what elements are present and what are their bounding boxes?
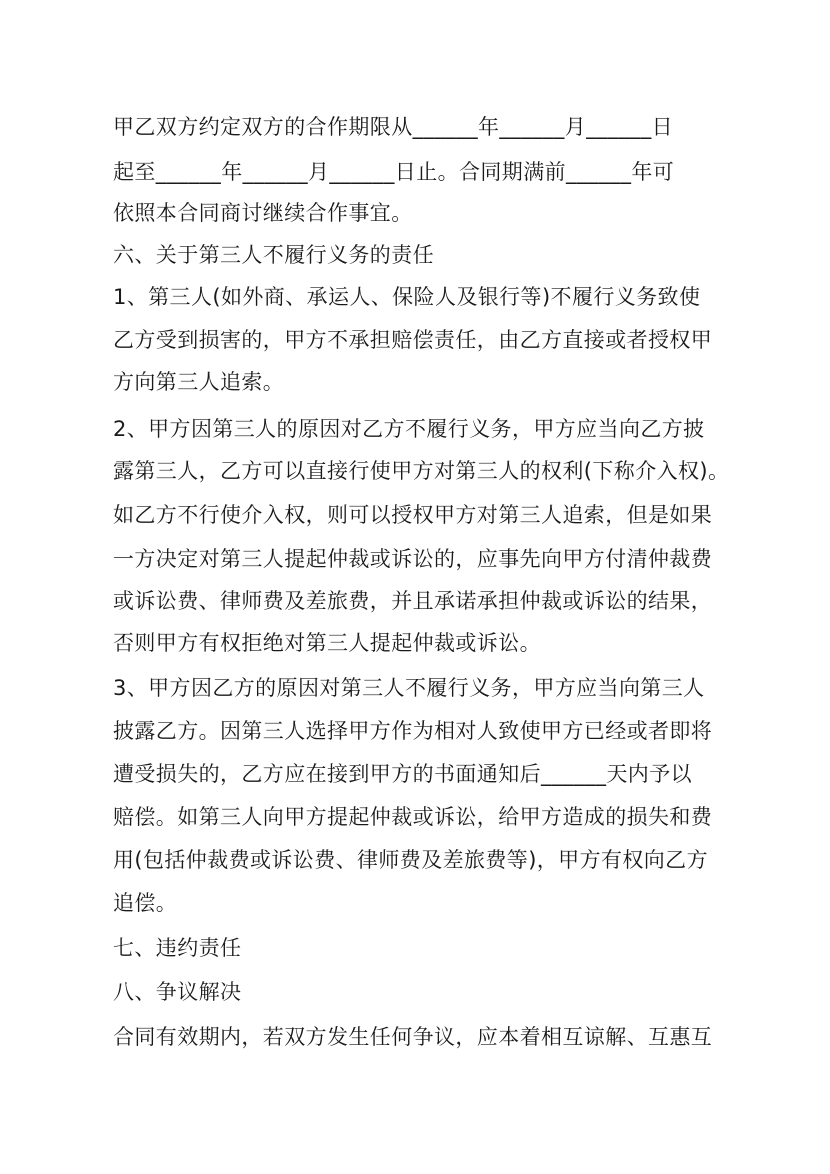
- text-line: 乙方受到损害的，甲方不承担赔偿责任，由乙方直接或者授权甲: [113, 328, 713, 352]
- text-line: 起至______年______月______日止。合同期满前______年可: [113, 160, 675, 184]
- text-line: 2、甲方因第三人的原因对乙方不履行义务，甲方应当向乙方披: [113, 417, 705, 441]
- text-line: 如乙方不行使介入权，则可以授权甲方对第三人追索，但是如果: [113, 503, 713, 527]
- text-line: 否则甲方有权拒绝对第三人提起仲裁或诉讼。: [113, 631, 541, 655]
- text-line: 甲乙双方约定双方的合作期限从______年______月______日: [113, 115, 673, 139]
- text-line: 合同有效期内，若双方发生任何争议，应本着相互谅解、互惠互: [113, 1025, 713, 1049]
- text-line: 方向第三人追索。: [113, 370, 285, 394]
- text-line: 赔偿。如第三人向甲方提起仲裁或诉讼，给甲方造成的损失和费: [113, 805, 713, 829]
- text-line: 露第三人，乙方可以直接行使甲方对第三人的权利(下称介入权)。: [113, 459, 730, 483]
- text-line: 遭受损失的，乙方应在接到甲方的书面通知后______天内予以: [113, 762, 692, 786]
- text-line: 3、甲方因乙方的原因对第三人不履行义务，甲方应当向第三人: [113, 676, 705, 700]
- text-line: 或诉讼费、律师费及差旅费，并且承诺承担仲裁或诉讼的结果，: [113, 589, 713, 613]
- text-line: 依照本合同商讨继续合作事宜。: [113, 201, 413, 225]
- text-line: 六、关于第三人不履行义务的责任: [113, 243, 434, 267]
- text-line: 用(包括仲裁费或诉讼费、律师费及差旅费等)，甲方有权向乙方: [113, 848, 708, 872]
- text-line: 八、争议解决: [113, 980, 242, 1004]
- text-line: 追偿。: [113, 891, 178, 915]
- text-line: 披露乙方。因第三人选择甲方作为相对人致使甲方已经或者即将: [113, 719, 713, 743]
- text-line: 1、第三人(如外商、承运人、保险人及银行等)不履行义务致使: [113, 285, 701, 309]
- text-line: 一方决定对第三人提起仲裁或诉讼的，应事先向甲方付清仲裁费: [113, 547, 713, 571]
- text-line: 七、违约责任: [113, 936, 242, 960]
